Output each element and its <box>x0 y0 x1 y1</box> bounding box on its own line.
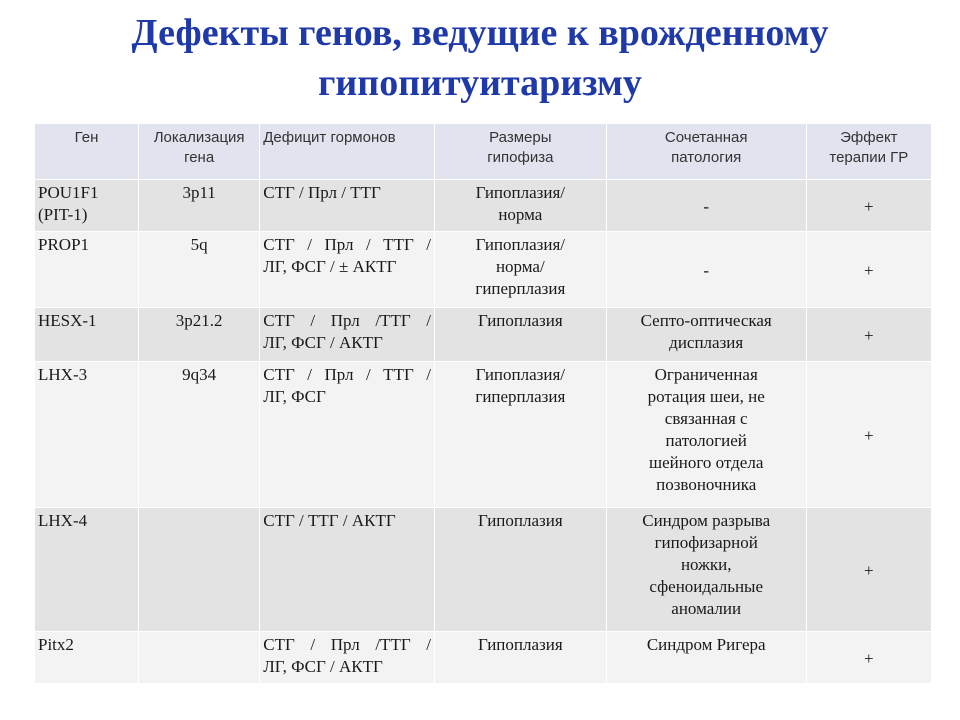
cell-gh-therapy-effect: + <box>806 632 931 684</box>
cell-localization <box>139 632 260 684</box>
slide-title-line-1: Дефекты генов, ведущие к врожденному <box>131 12 829 54</box>
table-row <box>35 308 932 362</box>
cell-localization: 9q34 <box>139 362 260 508</box>
cell-gh-therapy-effect: + <box>806 362 931 508</box>
cell-gene: LHX-3 <box>35 362 139 508</box>
gene-defects-table <box>34 123 932 684</box>
cell-hormone-deficit: СТГ / Прл /ТТГ / ЛГ, ФСГ / АКТГ <box>260 632 435 684</box>
cell-gene: Pitx2 <box>35 632 139 684</box>
cell-hormone-deficit: СТГ / Прл / ТТГ / ЛГ, ФСГ / ± АКТГ <box>260 232 435 308</box>
header-pituitary-size: Размеры гипофиза <box>434 124 606 180</box>
cell-pituitary-size: Гипоплазия <box>434 508 606 632</box>
cell-pituitary-size: Гипоплазия <box>434 308 606 362</box>
cell-gene: LHX-4 <box>35 508 139 632</box>
cell-gh-therapy-effect: + <box>806 180 931 232</box>
cell-hormone-deficit: СТГ / Прл / ТТГ <box>260 180 435 232</box>
cell-localization <box>139 508 260 632</box>
header-gh-therapy-effect: Эффект терапии ГР <box>806 124 931 180</box>
cell-hormone-deficit: СТГ / ТТГ / АКТГ <box>260 508 435 632</box>
cell-localization: 3p11 <box>139 180 260 232</box>
cell-pituitary-size: Гипоплазия/ гиперплазия <box>434 362 606 508</box>
table-row <box>35 362 932 508</box>
cell-gh-therapy-effect: + <box>806 232 931 308</box>
cell-associated-pathology: - <box>606 232 806 308</box>
slide-title <box>0 8 960 108</box>
header-gene: Ген <box>35 124 139 180</box>
header-associated-pathology: Сочетанная патология <box>606 124 806 180</box>
header-localization: Локализация гена <box>139 124 260 180</box>
table-row <box>35 232 932 308</box>
cell-gh-therapy-effect: + <box>806 308 931 362</box>
cell-associated-pathology: Синдром разрыва гипофизарной ножки, сфеноидальные аномалии <box>606 508 806 632</box>
cell-associated-pathology: Ограниченная ротация шеи, не связанная с патологией шейного отдела позвоночника <box>606 362 806 508</box>
cell-gene: POU1F1 (PIT-1) <box>35 180 139 232</box>
cell-localization: 5q <box>139 232 260 308</box>
cell-associated-pathology: Септо-оптическая дисплазия <box>606 308 806 362</box>
cell-gene: HESX-1 <box>35 308 139 362</box>
table-header-row <box>35 124 932 180</box>
slide-title-line-2: гипопитуитаризму <box>318 62 642 104</box>
table-row <box>35 508 932 632</box>
cell-localization: 3p21.2 <box>139 308 260 362</box>
cell-hormone-deficit: СТГ / Прл / ТТГ / ЛГ, ФСГ <box>260 362 435 508</box>
cell-pituitary-size: Гипоплазия/ норма <box>434 180 606 232</box>
cell-gene: PROP1 <box>35 232 139 308</box>
cell-associated-pathology: - <box>606 180 806 232</box>
table-row <box>35 180 932 232</box>
header-hormone-deficit: Дефицит гормонов <box>260 124 435 180</box>
cell-associated-pathology: Синдром Ригера <box>606 632 806 684</box>
cell-pituitary-size: Гипоплазия/ норма/ гиперплазия <box>434 232 606 308</box>
table-row <box>35 632 932 684</box>
cell-hormone-deficit: СТГ / Прл /ТТГ / ЛГ, ФСГ / АКТГ <box>260 308 435 362</box>
cell-pituitary-size: Гипоплазия <box>434 632 606 684</box>
cell-gh-therapy-effect: + <box>806 508 931 632</box>
